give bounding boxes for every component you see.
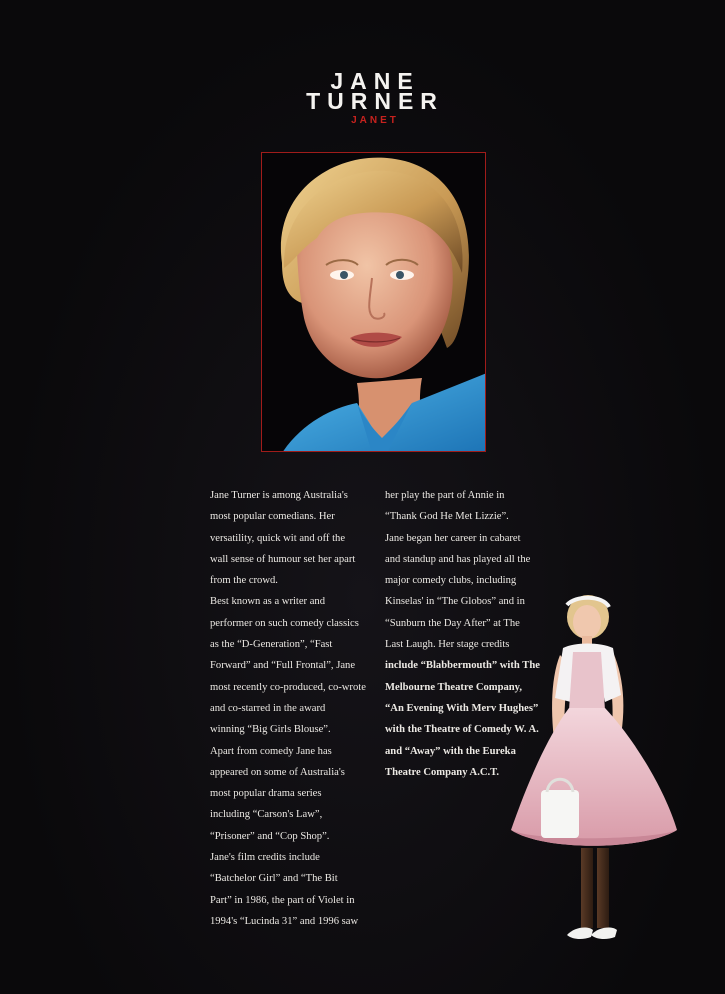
- bio-line: most recently co-produced, co-wrote: [210, 681, 366, 693]
- character-role: JANET: [351, 115, 399, 126]
- actor-last-name: TURNER: [306, 88, 444, 114]
- bio-line: her play the part of Annie in: [385, 490, 505, 501]
- bio-line: Best known as a writer and: [210, 596, 326, 608]
- bio-line: Apart from comedy Jane has: [210, 745, 332, 757]
- bio-line: performer on such comedy classics: [210, 617, 359, 629]
- bio-line: Kinselas' in “The Globos” and in: [385, 596, 525, 608]
- bio-line: and standup and has played all the: [385, 553, 531, 565]
- bio-line: Jane's film credits include: [210, 852, 320, 864]
- bio-line: most popular drama series: [210, 788, 322, 800]
- bio-line: “Thank God He Met Lizzie”.: [385, 511, 509, 523]
- bio-line: major comedy clubs, including: [385, 575, 517, 587]
- bio-line: Last Laugh. Her stage credits: [385, 639, 510, 651]
- bio-line: Jane began her career in cabaret: [385, 532, 521, 544]
- bio-line: “Sunburn the Day After” at The: [385, 617, 520, 629]
- bio-line: “Prisoner” and “Cop Shop”.: [210, 830, 330, 842]
- bio-line: wall sense of humour set her apart: [210, 553, 356, 565]
- bio-line: “Batchelor Girl” and “The Bit: [210, 873, 338, 885]
- bio-column-1: [210, 485, 380, 932]
- bio-line: Theatre Company A.C.T.: [385, 766, 500, 778]
- bio-line: as the “D-Generation”, “Fast: [210, 639, 333, 651]
- bio-line: including “Carson's Law”,: [210, 809, 323, 821]
- costume-figure-illustration: [505, 590, 685, 955]
- headshot-photo: [261, 152, 486, 452]
- bio-line: versatility, quick wit and off the: [210, 532, 346, 544]
- bio-line: from the crowd.: [210, 575, 278, 587]
- bio-line: “An Evening With Merv Hughes”: [385, 702, 539, 714]
- bio-line: appeared on some of Australia's: [210, 766, 345, 778]
- costume-figure-photo: [505, 590, 685, 955]
- bio-line: winning “Big Girls Blouse”.: [210, 724, 331, 736]
- bio-line: most popular comedians. Her: [210, 511, 335, 523]
- bio-line: Jane Turner is among Australia's: [210, 490, 348, 501]
- bio-line: Melbourne Theatre Company,: [385, 681, 523, 693]
- bio-line: Forward” and “Full Frontal”, Jane: [210, 660, 356, 672]
- bio-line: 1994's “Lucinda 31” and 1996 saw: [210, 915, 359, 927]
- headshot-illustration: [262, 153, 486, 452]
- bio-line: Part” in 1986, the part of Violet in: [210, 894, 355, 906]
- actor-first-name: JANE: [330, 68, 420, 94]
- bio-line: with the Theatre of Comedy W. A.: [385, 724, 539, 736]
- bio-line: include “Blabbermouth” with The: [385, 660, 540, 672]
- bio-line: and co-starred in the award: [210, 702, 326, 714]
- bio-line: and “Away” with the Eureka: [385, 745, 516, 757]
